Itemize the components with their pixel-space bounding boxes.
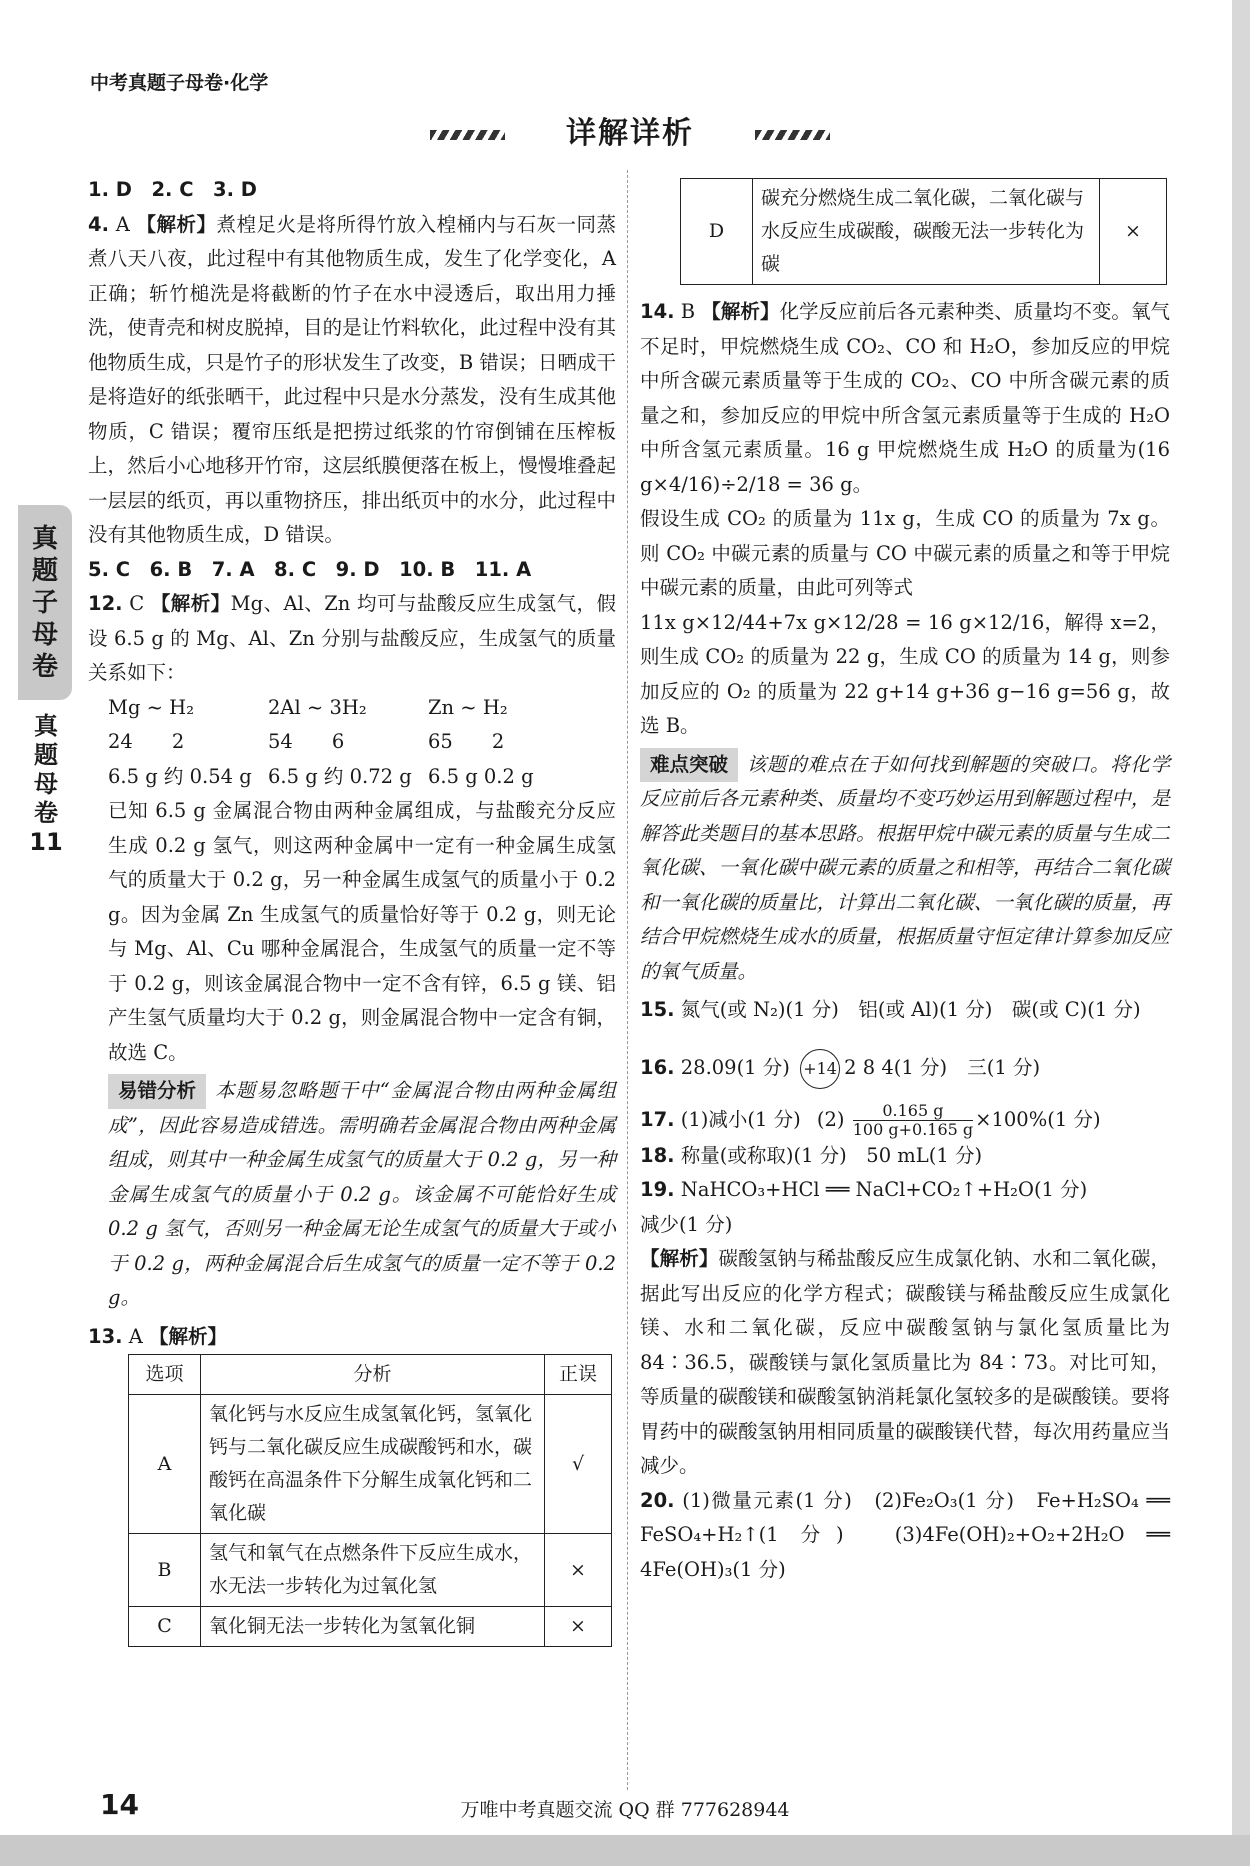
question-18 [640,1139,1170,1174]
q17-answer-2-label: (2) [816,1107,845,1131]
q14-note [640,748,1170,990]
q13-mark: × [1100,179,1167,285]
q13-opt: A [129,1395,201,1534]
q13-tag: 【解析】 [149,1324,228,1348]
side-tab-sub-char: 真 [34,712,58,740]
side-tab-char: 子 [31,588,58,618]
q14-paragraph-1: 化学反应前后各元素种类、质量均不变。氧气不足时，甲烷燃烧生成 CO₂、CO 和 H₂O，参加反应的甲烷中所含碳元素质量等于生成的 CO₂、CO 中所含碳元素的质量之和，参加反应的甲烷中所含氢元素质量等于生成的 H₂O 中所含氢元素质量。16 g 甲烷燃烧生成 H₂O 的质量为(16 g×4/16)÷2/18 = 36 g。 [640,300,1170,496]
q13-table-continued [680,178,1167,285]
q12-cell: 6.5 g 0.2 g [428,764,534,788]
q19-text: 碳酸氢钠与稀盐酸反应生成氯化钠、水和二氧化碳，据此写出反应的化学方程式；碳酸镁与稀盐酸反应生成氯化镁、水和二氧化碳，反应中碳酸氢钠与氯化氢质量比为 84∶36.5，碳酸镁与氯化氢质量比为 84∶73。对比可知，等质量的碳酸镁和碳酸氢钠消耗氯化氢较多的是碳酸镁。要将胃药中的碳酸氢钠用相同质量的碳酸镁代替，每次用药量应当减少。 [640,1247,1170,1477]
q16-answer-2: (1 分) [893,1055,948,1079]
q13-opt: C [129,1607,201,1647]
q14-number: 14. [640,300,675,323]
page-edge-right [1232,0,1250,1866]
q16-shells: 2 8 4 [844,1055,894,1079]
q12-answer: C [129,592,145,615]
book-header: 中考真题子母卷·化学 [90,72,269,94]
q13-answer: A [128,1324,143,1348]
q12-cell: Mg ~ H₂ [108,695,195,719]
question-12 [88,587,616,1316]
q18-number: 18. [640,1143,675,1167]
q13-opt: B [129,1534,201,1607]
title-deco-left [430,130,505,140]
q12-intro: Mg、Al、Zn 均可与盐酸反应生成氢气，假设 6.5 g 的 Mg、Al、Zn 分别与盐酸反应，生成氢气的质量关系如下： [88,592,617,684]
q12-number: 12. [88,592,123,615]
q13-mark: × [545,1607,612,1647]
q4-tag: 【解析】 [136,212,217,236]
q18-text: 称量(或称取)(1 分) 50 mL(1 分) [680,1143,983,1167]
q13-analysis: 氧化铜无法一步转化为氢氧化铜 [201,1607,545,1647]
q13-number: 13. [88,1324,123,1348]
q13-header-row [129,1355,612,1395]
q13-analysis: 氢气和氧气在点燃条件下反应生成水，水无法一步转化为过氧化氢 [201,1534,545,1607]
q15-text: 氮气(或 N₂)(1 分) 铝(或 Al)(1 分) 碳(或 C)(1 分) [680,998,1141,1021]
right-column [640,295,1170,1587]
side-tab-sub [24,712,68,857]
q13-opt: D [681,179,753,285]
q12-row [108,725,616,760]
question-19 [640,1173,1170,1484]
side-tab-char: 题 [31,556,58,586]
q13-analysis: 碳充分燃烧生成二氧化碳，二氧化碳与水反应生成碳酸，碳酸无法一步转化为碳 [753,179,1100,285]
q12-cell: 24 2 [108,730,185,753]
answers-5-11: 5. C 6. B 7. A 8. C 9. D 10. B 11. A [88,557,532,581]
q19-tag: 【解析】 [640,1247,719,1270]
q16-answer-3: 三(1 分) [967,1055,1041,1079]
q13-row [129,1395,612,1534]
q17-number: 17. [640,1107,675,1131]
question-14 [640,295,1170,989]
side-tab-char: 真 [31,524,58,554]
question-13 [88,1320,616,1648]
q13-header: 选项 [129,1355,201,1395]
side-tab-sub-char: 卷 [34,799,58,827]
side-tab-sub-char: 11 [29,828,63,856]
q12-note [108,1074,616,1316]
q12-tag: 【解析】 [150,592,231,615]
q13-row [129,1534,612,1607]
q14-paragraph-3: 11x g×12/44+7x g×12/28 = 16 g×12/16，解得 x=2，则生成 CO₂ 的质量为 22 g，生成 CO 的质量为 14 g，则参加反应的 O₂ 的质量为 22 g+14 g+36 g−16 g=56 g，故选 B。 [640,610,1170,737]
q12-note-tag: 易错分析 [108,1074,206,1109]
q17-answer-2-tail: ×100%(1 分) [975,1107,1101,1131]
q13-mark: × [545,1534,612,1607]
question-20 [640,1484,1170,1588]
q12-row [108,760,616,795]
q15-number: 15. [640,998,675,1021]
question-15 [640,993,1170,1028]
q20-text: (1)微量元素(1 分) (2)Fe₂O₃(1 分) Fe+H₂SO₄ ══ FeSO₄+H₂↑(1 分) (3)4Fe(OH)₂+O₂+2H₂O ══ 4Fe(OH)₃(1 分) [640,1488,1170,1581]
q13-analysis: 氧化钙与水反应生成氢氧化钙，氢氧化钙与二氧化碳反应生成碳酸钙和水，碳酸钙在高温条件下分解生成氧化钙和二氧化碳 [201,1395,545,1534]
title-deco-right [755,130,830,140]
q14-answer: B [680,300,696,323]
q14-note-tag: 难点突破 [640,748,738,783]
q12-cell: 2Al ~ 3H₂ [268,695,367,719]
q16-number: 16. [640,1055,675,1079]
q19-number: 19. [640,1178,675,1201]
q12-cell: 54 6 [268,730,345,753]
left-column [88,173,616,1647]
column-divider [627,170,628,1790]
q19-equation: NaHCO₃+HCl ══ NaCl+CO₂↑+H₂O(1 分) [680,1178,1088,1201]
section-title-block [440,108,820,152]
atom-nucleus-icon: +14 [800,1049,840,1089]
q13-mark: √ [545,1395,612,1534]
answers-1-3: 1. D 2. C 3. D [88,178,257,201]
page-edge-bottom [0,1835,1250,1866]
q13-row [129,1607,612,1647]
q17-denominator: 100 g+0.165 g [852,1119,974,1139]
question-17 [640,1102,1170,1139]
side-tab-char: 母 [31,620,58,650]
side-tab-sub-char: 母 [34,770,58,798]
q4-number: 4. [88,212,109,236]
q12-note-text: 本题易忽略题干中“金属混合物由两种金属组成”，因此容易造成错选。需明确若金属混合物由两种金属组成，则其中一种金属生成氢气的质量大于 0.2 g，另一种金属生成氢气的质量小于 0.2 g。该金属不可能恰好生成 0.2 g 氢气，否则另一种金属无论生成氢气的质量大于或小于 0.2 g，两种金属混合后生成氢气的质量一定不等于 0.2 g。 [108,1079,616,1309]
q4-answer: A [115,212,130,236]
q12-cell: 6.5 g 约 0.54 g [108,764,252,788]
side-tab-char: 卷 [31,652,58,682]
q12-cell: 6.5 g 约 0.72 g [268,764,412,788]
q12-row [108,691,616,726]
side-tab [18,505,72,700]
q14-tag: 【解析】 [701,300,780,323]
q13-table [128,1354,612,1647]
q4-text: 煮楻足火是将所得竹放入楻桶内与石灰一同蒸煮八天八夜，此过程中有其他物质生成，发生了化学变化，A 正确；斩竹槌洗是将截断的竹子在水中浸透后，取出用力捶洗，使青壳和树皮脱掉，目的是让竹料软化，此过程中没有其他物质生成，只是竹子的形状发生了改变，B 错误；日晒成干是将造好的纸张晒干，此过程中只是水分蒸发，没有生成其他物质，C 错误；覆帘压纸是把捞过纸浆的竹帘倒铺在压榨板上，然后小心地移开竹帘，这层纸膜便落在板上，慢慢堆叠起一层层的纸页，再以重物挤压，排出纸页中的水分，此过程中没有其他物质生成，D 错误。 [88,212,616,546]
q13-row [681,179,1167,285]
q13-header: 正误 [545,1355,612,1395]
q12-body: 已知 6.5 g 金属混合物由两种金属组成，与盐酸充分反应生成 0.2 g 氢气，则这两种金属中一定有一种金属生成氢气的质量大于 0.2 g，另一种金属生成氢气的质量小于 0.2 g。因为金属 Zn 生成氢气的质量恰好等于 0.2 g，则无论与 Mg、Al、Cu 哪种金属混合，生成氢气的质量一定不等于 0.2 g，则该金属混合物中一定不含有锌，6.5 g 镁、铝产生氢气质量均大于 0.2 g，则金属混合物中一定含有铜，故选 C。 [108,799,616,1064]
q14-paragraph-2: 假设生成 CO₂ 的质量为 11x g，生成 CO 的质量为 7x g。则 CO₂ 中碳元素的质量与 CO 中碳元素的质量之和等于甲烷中碳元素的质量，由此可列等式 [640,507,1170,599]
q13-header: 分析 [201,1355,545,1395]
page-number: 14 [100,1788,139,1821]
q17-answer-1: (1)减小(1 分) [680,1107,801,1131]
q12-cell: Zn ~ H₂ [428,695,508,719]
question-16 [640,1044,1170,1092]
q19-answer-2: 减少(1 分) [640,1212,733,1236]
side-tab-sub-char: 题 [34,741,58,769]
q17-numerator: 0.165 g [882,1100,944,1120]
q20-number: 20. [640,1488,675,1512]
q14-note-text: 该题的难点在于如何找到解题的突破口。将化学反应前后各元素种类、质量均不变巧妙运用到解题过程中，是解答此类题目的基本思路。根据甲烷中碳元素的质量与生成二氧化碳、一氧化碳中碳元素的质量之和相等，再结合二氧化碳和一氧化碳的质量比，计算出二氧化碳、一氧化碳的质量，再结合甲烷燃烧生成水的质量，根据质量守恒定律计算参加反应的氧气质量。 [640,752,1170,983]
q17-fraction [853,1102,973,1139]
question-4 [88,208,616,553]
q16-answer-1: 28.09(1 分) [680,1055,790,1079]
footer-text: 万唯中考真题交流 QQ 群 777628944 [460,1799,790,1821]
q12-cell: 65 2 [428,730,505,753]
q12-mass-table [108,691,616,795]
section-title: 详解详析 [566,116,694,151]
